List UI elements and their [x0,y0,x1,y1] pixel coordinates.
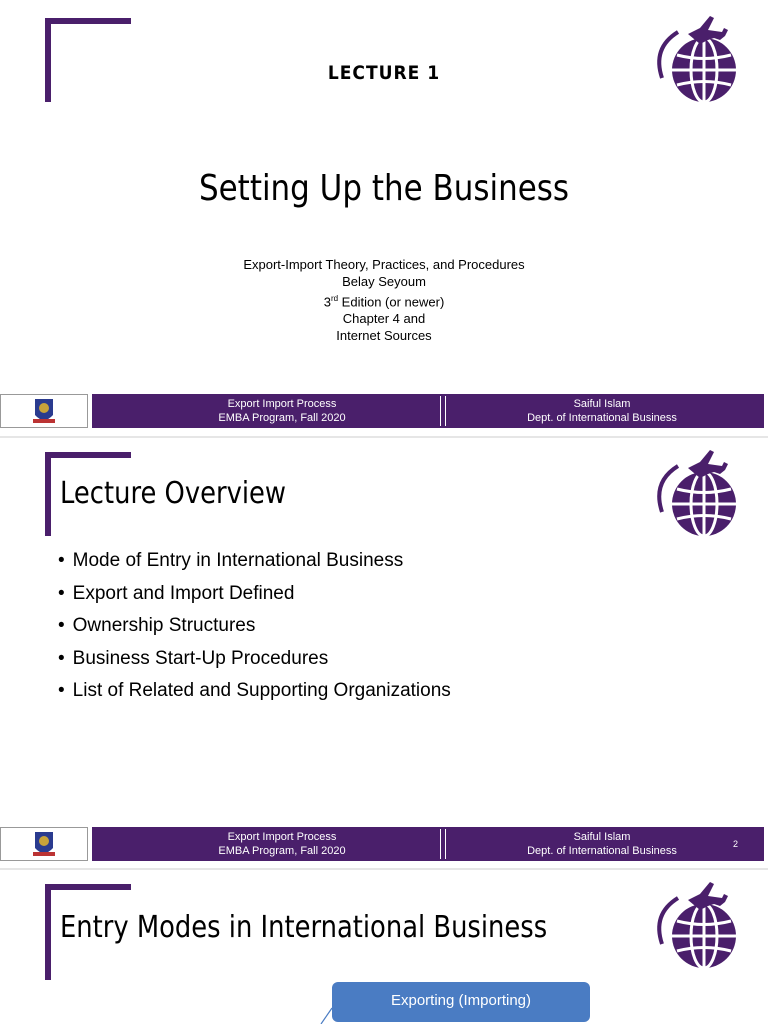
university-crest-logo [0,394,88,428]
footer-instructor: Saiful Islam Dept. of International Business [527,831,677,857]
list-item: • Mode of Entry in International Business [58,548,451,581]
subtitle-block [0,256,768,344]
globe-airplane-icon [648,12,744,108]
section-title: Lecture Overview [60,476,287,511]
footer-course: Export Import Process EMBA Program, Fall 2020 [218,398,346,424]
list-item: • Ownership Structures [58,613,451,646]
footer-course: Export Import Process EMBA Program, Fall 2020 [218,831,346,857]
slide-separator [0,868,768,870]
globe-airplane-icon [648,878,744,974]
footer-divider [440,829,446,859]
list-item: • List of Related and Supporting Organizations [58,678,451,711]
footer-bar [92,827,764,861]
chapter: Chapter 4 and [342,311,426,327]
footer [0,827,768,863]
corner-accent [45,18,131,102]
footer-bar [92,394,764,428]
footer-divider [440,396,446,426]
slide-1 [0,0,768,434]
entry-mode-box: Exporting (Importing) [332,982,590,1022]
sources: Internet Sources [336,328,432,344]
list-item: • Export and Import Defined [58,581,451,614]
footer-instructor: Saiful Islam Dept. of International Business [527,398,677,424]
edition: 3rd Edition (or newer) [323,294,445,310]
page-number: 2 [732,839,738,849]
list-item: • Business Start-Up Procedures [58,646,451,679]
section-title: Entry Modes in International Business [60,910,548,945]
footer [0,394,768,430]
author: Belay Seyoum [342,274,426,289]
page-title: Setting Up the Business [198,168,570,209]
university-crest-logo [0,827,88,861]
lecture-label: LECTURE 1 [327,62,441,84]
slide-separator [0,436,768,438]
overview-list [58,548,451,711]
book-title: Export-Import Theory, Practices, and Procedures [243,257,525,272]
globe-airplane-icon [648,446,744,542]
